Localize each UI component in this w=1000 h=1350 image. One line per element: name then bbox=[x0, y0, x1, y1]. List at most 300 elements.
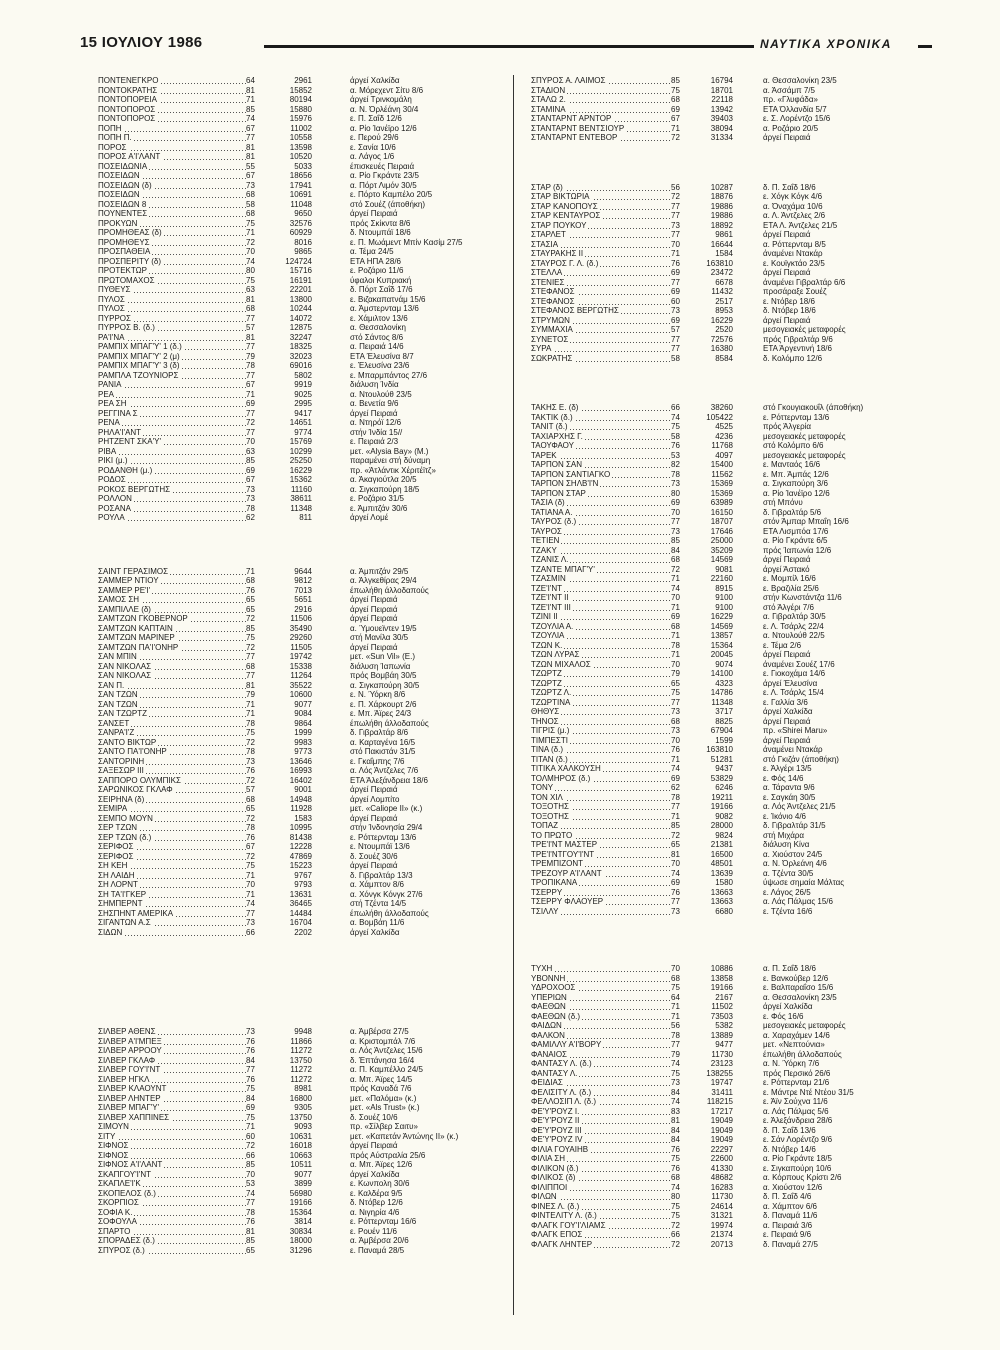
build-year: 72 bbox=[246, 418, 255, 427]
tonnage: 38260 bbox=[710, 403, 733, 412]
tonnage: 11562 bbox=[711, 469, 733, 479]
build-year: 69 bbox=[671, 104, 680, 114]
tonnage: 9077 bbox=[294, 1169, 312, 1179]
build-year: 85 bbox=[246, 104, 255, 114]
status: ε. Πειραιά 9/6 bbox=[763, 1230, 812, 1239]
tonnage: 48501 bbox=[710, 859, 733, 868]
status: άργεί Πειραιά bbox=[763, 230, 811, 239]
tonnage: 105422 bbox=[706, 412, 733, 422]
tonnage: 18656 bbox=[289, 171, 312, 180]
tonnage: 1583 bbox=[294, 813, 312, 823]
ship-row bbox=[98, 152, 500, 162]
tonnage: 13750 bbox=[289, 1112, 312, 1122]
tonnage: 9082 bbox=[715, 811, 733, 821]
ship-row bbox=[98, 352, 500, 362]
build-year: 75 bbox=[246, 861, 255, 870]
tonnage: 38611 bbox=[290, 494, 312, 503]
ship-row bbox=[531, 470, 933, 480]
tonnage: 63989 bbox=[710, 498, 733, 507]
build-year: 75 bbox=[671, 1068, 680, 1078]
build-year: 67 bbox=[246, 123, 255, 133]
ship-row bbox=[531, 202, 933, 212]
ship-name: ΤΡΕΖΟΥΡ Α'Ι'ΛΑΝΤ bbox=[531, 869, 671, 879]
status: α. Ρίο Γκράντε 6/5 bbox=[763, 536, 828, 545]
ship-row bbox=[531, 1012, 933, 1022]
ship-row bbox=[531, 192, 933, 202]
status: ε. Γκαΐμπης 7/6 bbox=[350, 756, 405, 766]
build-year: 81 bbox=[246, 152, 255, 161]
tonnage: 19049 bbox=[710, 1116, 733, 1125]
build-year: 65 bbox=[246, 595, 255, 604]
ship-row bbox=[531, 413, 933, 423]
tonnage: 15976 bbox=[289, 114, 312, 123]
status: δ. Γιβραλτάρ 13/3 bbox=[350, 870, 413, 880]
status: δ. Γιβραλτάρ 5/6 bbox=[763, 507, 822, 517]
build-year: 65 bbox=[246, 804, 255, 813]
status: α. Χιούστον 12/6 bbox=[763, 1182, 823, 1192]
build-year: 75 bbox=[671, 1201, 680, 1211]
build-year: 77 bbox=[246, 652, 255, 661]
ship-row bbox=[98, 652, 500, 662]
build-year: 84 bbox=[671, 1125, 680, 1135]
build-year: 76 bbox=[671, 1144, 680, 1154]
build-year: 53 bbox=[246, 1179, 255, 1188]
tonnage: 9084 bbox=[294, 709, 312, 718]
status: α. Λάς Πάλμας 5/6 bbox=[763, 1106, 829, 1116]
tonnage: 11768 bbox=[711, 441, 733, 450]
ship-row bbox=[531, 183, 933, 193]
ship-name: ΦΑΝΤΑΣΥ Λ. bbox=[531, 1069, 671, 1079]
build-year: 72 bbox=[671, 133, 680, 142]
ship-row bbox=[531, 878, 933, 888]
build-year: 71 bbox=[671, 574, 680, 583]
status: δ. Σουέζ 30/6 bbox=[350, 851, 398, 861]
build-year: 70 bbox=[671, 735, 680, 745]
ship-name: ΠΟΥΝΕΝΤΕΣ bbox=[98, 209, 246, 219]
build-year: 72 bbox=[671, 830, 680, 840]
ship-row bbox=[531, 460, 933, 470]
status: ε. Φός 16/6 bbox=[763, 1011, 804, 1021]
ship-name: ΣΕΡ ΤΖΩΝ (δ.) bbox=[98, 833, 246, 843]
ship-row bbox=[531, 479, 933, 489]
tonnage: 10558 bbox=[289, 133, 312, 142]
status: στόν Άμπαρ Μπαΐη 16/6 bbox=[763, 517, 849, 526]
build-year: 71 bbox=[671, 811, 680, 821]
build-year: 75 bbox=[671, 422, 680, 431]
status: άργεί Χαλκίδα bbox=[763, 707, 813, 716]
status: ε. Έλευσίνα 23/6 bbox=[350, 361, 410, 370]
tonnage: 48682 bbox=[710, 1173, 733, 1182]
ship-row bbox=[531, 1211, 933, 1221]
ship-row bbox=[98, 323, 500, 333]
status: α. Χάμπτον 8/6 bbox=[350, 880, 404, 889]
ship-name: ΣΤΑΛΩ 2. bbox=[531, 95, 671, 105]
tonnage: 31321 bbox=[710, 1211, 733, 1220]
ship-name: ΡΟΛΛΟΝ bbox=[98, 494, 246, 504]
ship-row bbox=[531, 831, 933, 841]
tonnage: 23123 bbox=[710, 1059, 733, 1068]
tonnage: 9417 bbox=[294, 408, 312, 418]
tonnage: 18892 bbox=[710, 220, 733, 230]
status: άργεί Πειραιά bbox=[763, 268, 811, 277]
tonnage: 30834 bbox=[289, 1226, 312, 1236]
build-year: 84 bbox=[671, 1135, 680, 1144]
ship-name: ΣΑΝ ΤΖΩΡΤΖ bbox=[98, 709, 246, 719]
status: πρ. «Shirei Maru» bbox=[763, 726, 828, 735]
ship-name: ΦΕ'Υ'ΡΟΥΖ ΙV bbox=[531, 1135, 671, 1145]
ship-row bbox=[98, 390, 500, 400]
tonnage: 9081 bbox=[715, 564, 733, 574]
ship-row bbox=[531, 508, 933, 518]
tonnage: 6680 bbox=[715, 906, 733, 916]
ship-name: ΤΖΙΝΙ ΙΙ bbox=[531, 612, 671, 622]
ship-row bbox=[98, 143, 500, 153]
status: ε. Περού 29/6 bbox=[350, 133, 399, 142]
ship-name: ΤΖΕ'Ι'ΝΤ bbox=[531, 584, 671, 594]
ship-name: ΤΙΤΙΚΑ ΧΑΛΚΟΥΣΗ bbox=[531, 764, 671, 774]
status: πρ. «Άτλάντικ Χέριτέϊτζ» bbox=[350, 465, 436, 475]
ship-name: ΣΑΝ Π. bbox=[98, 681, 246, 691]
status: ε. Πόρτο Καμπέλο 20/5 bbox=[350, 190, 433, 199]
ship-row bbox=[98, 361, 500, 371]
build-year: 77 bbox=[671, 230, 680, 239]
ship-row bbox=[98, 1027, 500, 1037]
status: δ. Παναμά 11/6 bbox=[763, 1211, 818, 1220]
ship-row bbox=[98, 86, 500, 96]
tonnage: 14569 bbox=[710, 555, 733, 564]
ship-row bbox=[531, 1069, 933, 1079]
tonnage: 25000 bbox=[710, 536, 733, 545]
build-year: 73 bbox=[246, 1027, 255, 1036]
status: στό Γκουγιακουΐλ (άποθήκη) bbox=[763, 403, 864, 412]
ship-name: ΤΖΩΡΤΖ bbox=[531, 669, 671, 679]
ship-row bbox=[98, 114, 500, 124]
ship-name: ΣΙΤΥ bbox=[98, 1132, 246, 1142]
build-year: 73 bbox=[671, 306, 680, 315]
ship-name: ΣΙΔΩΝ bbox=[98, 928, 246, 938]
build-year: 71 bbox=[671, 249, 680, 258]
ship-name: ΣΕΡΙΦΟΣ bbox=[98, 852, 246, 862]
ship-name: ΡΟΥΛΑ bbox=[98, 513, 246, 523]
build-year: 85 bbox=[671, 536, 680, 545]
status: δ. Σουέζ 10/6 bbox=[350, 1112, 398, 1122]
ship-row bbox=[531, 907, 933, 917]
ship-row bbox=[98, 576, 500, 586]
ship-name: ΡΟΣΑΝΑ bbox=[98, 504, 246, 514]
ship-name: ΦΕ'Υ'ΡΟΥΖ Ι. bbox=[531, 1107, 671, 1117]
ship-row bbox=[98, 162, 500, 172]
status: ε. Ρουέν 11/6 bbox=[350, 1226, 397, 1236]
ship-name: ΣΥΝΕΤΟΣ bbox=[531, 335, 671, 345]
ship-name: ΣΤΕΦΑΝΟΣ bbox=[531, 297, 671, 307]
build-year: 72 bbox=[671, 564, 680, 574]
ship-row bbox=[98, 485, 500, 495]
ship-row bbox=[98, 219, 500, 229]
ship-name: ΣΙΛΒΕΡ ΚΛΑΟΥΝΤ bbox=[98, 1084, 246, 1094]
ship-name: ΣΤΑΡΛΕΤ bbox=[531, 230, 671, 240]
tonnage: 1599 bbox=[715, 735, 733, 745]
status: ε. Ντουμπάϊ 13/6 bbox=[350, 842, 410, 851]
status: έπωλήθη άλλοδαπούς bbox=[350, 718, 429, 728]
ship-name: ΣΑΝ ΤΖΩΝ bbox=[98, 700, 246, 710]
status: στή Μπόνυ bbox=[763, 498, 803, 507]
tonnage: 15369 bbox=[710, 488, 733, 498]
tonnage: 17646 bbox=[710, 526, 733, 536]
tonnage: 2202 bbox=[294, 927, 312, 937]
ship-name: ΤΥΧΗ bbox=[531, 964, 671, 974]
build-year: 73 bbox=[671, 479, 680, 488]
ship-row bbox=[98, 76, 500, 86]
build-year: 72 bbox=[246, 642, 255, 652]
build-year: 74 bbox=[671, 1059, 680, 1068]
ship-row bbox=[531, 707, 933, 717]
build-year: 65 bbox=[671, 678, 680, 688]
ship-row bbox=[98, 842, 500, 852]
ship-name: ΣΙΛΒΕΡ ΑΘΕΝΣ bbox=[98, 1027, 246, 1037]
ship-group bbox=[531, 964, 933, 1249]
ship-name: ΤΑΚΗΣ Ε. (δ) bbox=[531, 403, 671, 413]
tonnage: 18876 bbox=[710, 192, 733, 201]
ship-name: ΡΑΜΠΛΑ ΤΖΟΥΝΙΟΡΣ bbox=[98, 371, 246, 381]
tonnage: 11272 bbox=[290, 1065, 312, 1074]
ship-name: ΡΗΤΖΕΝΤ ΣΚΑ'Υ' bbox=[98, 437, 246, 447]
build-year: 68 bbox=[246, 304, 255, 313]
build-year: 74 bbox=[671, 412, 680, 422]
ship-name: ΡΑΜΠΙΧ ΜΠΑΓ'Υ' 2 (μ) bbox=[98, 352, 246, 362]
build-year: 64 bbox=[671, 992, 680, 1002]
tonnage: 18325 bbox=[289, 342, 312, 351]
build-year: 85 bbox=[246, 456, 255, 465]
ship-row bbox=[531, 114, 933, 124]
build-year: 74 bbox=[671, 1182, 680, 1192]
status: άργεί Έλευσίνα bbox=[763, 678, 818, 688]
tonnage: 21381 bbox=[710, 840, 733, 849]
ship-row bbox=[531, 498, 933, 508]
tonnage: 38094 bbox=[710, 123, 733, 133]
status: πρός Ίαπωνία 12/6 bbox=[763, 545, 832, 555]
ship-row bbox=[98, 823, 500, 833]
build-year: 77 bbox=[246, 313, 255, 323]
ship-row bbox=[531, 316, 933, 326]
ship-row bbox=[98, 295, 500, 305]
ship-name: ΣΑΝ ΝΙΚΟΛΑΣ bbox=[98, 671, 246, 681]
status: ε. Παναμά 28/5 bbox=[350, 1245, 405, 1255]
tonnage: 9100 bbox=[715, 602, 733, 612]
tonnage: 11866 bbox=[290, 1036, 312, 1046]
status: ε. Λ. Τσάρλς 22/4 bbox=[763, 621, 824, 631]
status: ΕΤΑ Λ. Άντζελες 21/5 bbox=[763, 220, 838, 230]
tonnage: 47869 bbox=[289, 851, 312, 861]
ship-row bbox=[531, 565, 933, 575]
status: ε. Μομπίλ 16/6 bbox=[763, 574, 816, 583]
tonnage: 11928 bbox=[290, 804, 312, 813]
status: α. Λάς Πάλμας 15/6 bbox=[763, 897, 833, 906]
ship-row bbox=[98, 475, 500, 485]
ship-row bbox=[98, 814, 500, 824]
ship-name: ΣΑΡΩΝΙΚΟΣ ΓΚΛΑΦ bbox=[98, 785, 246, 795]
status: άργεί Πειραιά bbox=[350, 642, 398, 652]
status: ε. Μπ. Άμπάς 12/6 bbox=[763, 469, 829, 479]
ship-row bbox=[98, 1227, 500, 1237]
status: α. Λός Άντζελες 21/5 bbox=[763, 802, 836, 811]
tonnage: 16229 bbox=[710, 612, 733, 621]
status: α. Θεσσαλονίκη 23/5 bbox=[763, 992, 837, 1002]
status: στό Πακιστάν 31/5 bbox=[350, 747, 416, 756]
status: α. Χιούστον 24/5 bbox=[763, 849, 823, 859]
ship-row bbox=[98, 738, 500, 748]
tonnage: 16380 bbox=[710, 344, 733, 353]
ship-name: ΣΙΓΑΝΤΩΝ Α.Σ bbox=[98, 918, 246, 928]
status: ε. Τζέντα 16/6 bbox=[763, 906, 813, 916]
tonnage: 22118 bbox=[711, 95, 733, 104]
status: α. Ρίο Ίανέϊρο 12/6 bbox=[763, 488, 830, 498]
build-year: 77 bbox=[671, 697, 680, 707]
build-year: 78 bbox=[671, 469, 680, 479]
build-year: 69 bbox=[246, 465, 255, 475]
build-year: 69 bbox=[671, 878, 680, 887]
ship-name: ΣΗ ΛΟΡΝΤ bbox=[98, 880, 246, 890]
build-year: 73 bbox=[246, 918, 255, 927]
ship-row bbox=[531, 1221, 933, 1231]
ship-name: ΤΖΩΡΤΖ bbox=[531, 679, 671, 689]
ship-row bbox=[98, 342, 500, 352]
build-year: 73 bbox=[246, 494, 255, 503]
ship-row bbox=[531, 774, 933, 784]
ship-name: ΣΥΜΜΑΧΙΑ bbox=[531, 325, 671, 335]
ship-name: ΠΥΘΕΥΣ bbox=[98, 285, 246, 295]
tonnage: 3814 bbox=[294, 1217, 312, 1226]
status: α. Τζέντα 30/5 bbox=[763, 868, 814, 878]
build-year: 79 bbox=[671, 669, 680, 678]
tonnage: 9001 bbox=[294, 785, 312, 794]
status: α. Λός Άντζελες 7/6 bbox=[350, 766, 419, 775]
ship-name: ΥΠΕΡΙΩΝ bbox=[531, 993, 671, 1003]
ship-row bbox=[98, 190, 500, 200]
ship-row bbox=[98, 766, 500, 776]
status: μετ. «Als Trust» (κ.) bbox=[350, 1103, 420, 1112]
status: δ. Γιβραλτάρ 8/6 bbox=[350, 728, 409, 737]
ship-row bbox=[531, 1154, 933, 1164]
status: δ. Π. Σαΐδ 18/6 bbox=[763, 182, 816, 192]
ship-row bbox=[531, 859, 933, 869]
ship-name: ΣΤΕΦΑΝΟΣ ΒΕΡΓΩΤΗΣ bbox=[531, 306, 671, 316]
build-year: 76 bbox=[671, 441, 680, 450]
status: α. Πειραιά 14/6 bbox=[350, 342, 404, 351]
ship-row bbox=[531, 344, 933, 354]
build-year: 74 bbox=[246, 256, 255, 266]
tonnage: 21374 bbox=[710, 1230, 733, 1239]
ship-name: ΣΠΥΡΟΣ (δ.) bbox=[98, 1246, 246, 1256]
build-year: 76 bbox=[246, 1217, 255, 1226]
status: άργεί Πειραιά bbox=[763, 133, 811, 142]
tonnage: 11348 bbox=[711, 697, 733, 707]
ship-group bbox=[98, 1027, 500, 1255]
build-year: 70 bbox=[671, 859, 680, 868]
status: άναμένει Ντακάρ bbox=[763, 745, 823, 754]
ship-row bbox=[98, 633, 500, 643]
tonnage: 23472 bbox=[710, 268, 733, 277]
ship-row bbox=[531, 641, 933, 651]
ship-row bbox=[98, 1065, 500, 1075]
tonnage: 11730 bbox=[711, 1192, 733, 1201]
ship-row bbox=[531, 221, 933, 231]
tonnage: 81438 bbox=[289, 832, 312, 842]
tonnage: 9774 bbox=[294, 427, 312, 437]
ship-name: ΠΡΟΜΗΘΕΥΣ bbox=[98, 238, 246, 248]
ship-name: ΣΙΛΒΕΡ ΧΑΠΠΙΝΕΣ bbox=[98, 1113, 246, 1123]
build-year: 73 bbox=[671, 526, 680, 536]
build-year: 82 bbox=[671, 460, 680, 469]
ship-name: ΤΖΩΡΤΙΝΑ bbox=[531, 698, 671, 708]
status: α. Ροζάριο 20/5 bbox=[763, 123, 819, 133]
ship-row bbox=[531, 517, 933, 527]
build-year: 73 bbox=[246, 484, 255, 494]
tonnage: 19886 bbox=[710, 211, 733, 220]
tonnage: 14100 bbox=[710, 669, 733, 678]
tonnage: 9093 bbox=[294, 1122, 312, 1131]
build-year: 72 bbox=[246, 851, 255, 861]
ship-name: ΠΥΛΟΣ bbox=[98, 304, 246, 314]
tonnage: 10691 bbox=[289, 190, 312, 199]
tonnage: 19742 bbox=[289, 652, 312, 661]
ship-row bbox=[531, 726, 933, 736]
ship-name: ΣΚΟΠΕΛΟΣ (δ.) bbox=[98, 1189, 246, 1199]
ship-row bbox=[98, 409, 500, 419]
tonnage: 18707 bbox=[710, 517, 733, 526]
ship-name: ΠΟΣΕΙΔΩΝ bbox=[98, 171, 246, 181]
ship-row bbox=[531, 1050, 933, 1060]
build-year: 78 bbox=[246, 503, 255, 513]
build-year: 79 bbox=[246, 690, 255, 699]
tonnage: 9773 bbox=[294, 747, 312, 756]
ship-name: ΠΡΟΣΠΑΘΕΙΑ bbox=[98, 247, 246, 257]
ship-row bbox=[531, 441, 933, 451]
build-year: 65 bbox=[671, 840, 680, 849]
status: άργεί Άστακό bbox=[763, 564, 810, 574]
tonnage: 16794 bbox=[710, 76, 733, 85]
ship-name: ΤΑΥΡΟΣ (δ.) bbox=[531, 517, 671, 527]
ship-row bbox=[98, 228, 500, 238]
ship-row bbox=[98, 1132, 500, 1142]
build-year: 76 bbox=[246, 1046, 255, 1055]
tonnage: 17217 bbox=[710, 1106, 733, 1116]
build-year: 70 bbox=[671, 593, 680, 602]
build-year: 68 bbox=[671, 95, 680, 104]
tonnage: 13639 bbox=[710, 868, 733, 878]
ship-name: ΦΑΕΘΩΝ bbox=[531, 1002, 671, 1012]
status: α. Άσσάμπ 7/5 bbox=[763, 85, 815, 95]
ship-row bbox=[531, 593, 933, 603]
status: ε. Κωνπολη 30/6 bbox=[350, 1179, 410, 1188]
tonnage: 32023 bbox=[289, 351, 312, 361]
ship-row bbox=[98, 1151, 500, 1161]
build-year: 71 bbox=[246, 1122, 255, 1131]
tonnage: 9861 bbox=[715, 230, 733, 239]
ship-row bbox=[531, 354, 933, 364]
status: ε. Ίκόνιο 4/6 bbox=[763, 811, 807, 821]
status: μετ. «Sun Vil» (Ε.) bbox=[350, 652, 415, 661]
ship-name: ΠΟΣΕΙΔΩΝΙΑ bbox=[98, 162, 246, 172]
tonnage: 5033 bbox=[294, 161, 312, 171]
status: πρός Άλγερία bbox=[763, 422, 812, 431]
status: α. Σιγκαπούρη 18/5 bbox=[350, 484, 420, 494]
ship-name: ΡΙΒΑ bbox=[98, 447, 246, 457]
ship-name: ΠΟΝΤΕΝΕΓΚΡΟ bbox=[98, 76, 246, 86]
tonnage: 13598 bbox=[289, 142, 312, 152]
status: α. Λός Άντζελες 15/6 bbox=[350, 1046, 423, 1055]
tonnage: 10886 bbox=[710, 964, 733, 973]
header-rule bbox=[264, 45, 754, 48]
